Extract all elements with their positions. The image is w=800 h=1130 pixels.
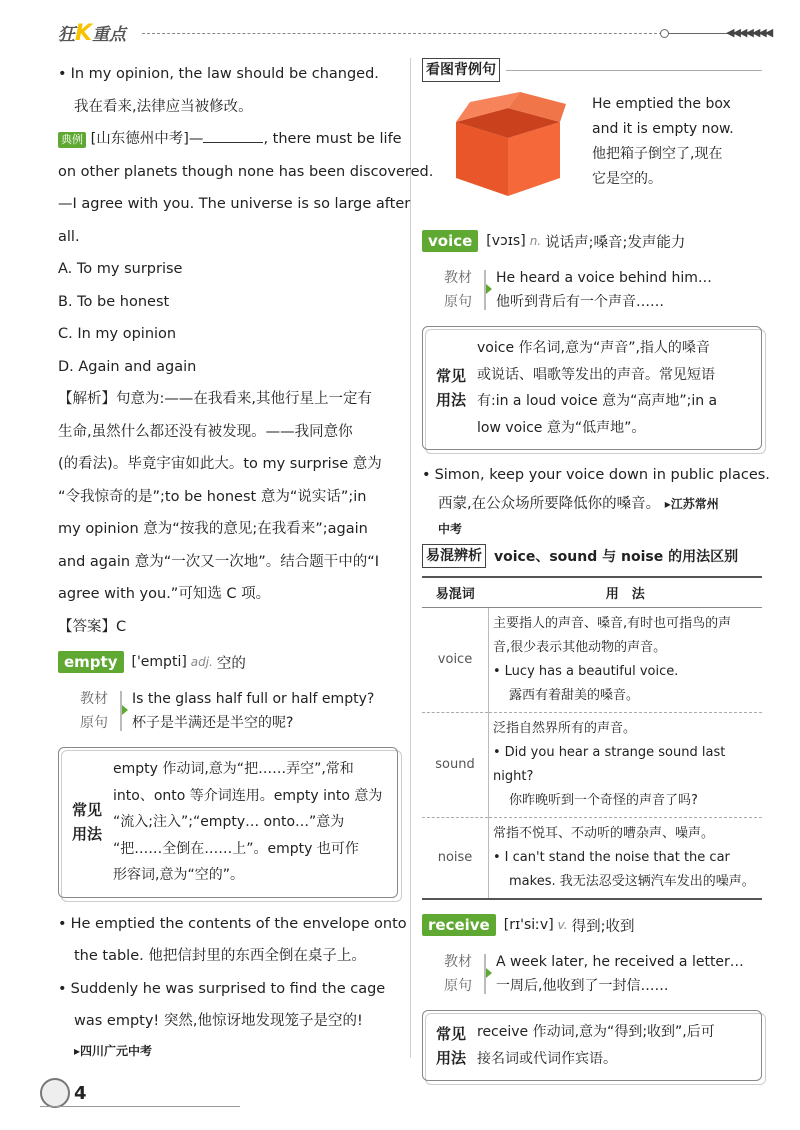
usage-text [107, 756, 391, 889]
column-header: 用 法 [489, 577, 763, 608]
usage-line: 有:in a loud voice 意为“高声地”;in a [477, 393, 718, 409]
usage-line: 音,很少表示其他动物的声音。 [493, 640, 667, 655]
typical-example-tag: 典例 [58, 132, 86, 148]
orig-en: He heard a voice behind him… [496, 270, 712, 286]
question-source: [山东德州中考]— [90, 131, 204, 147]
empty-example-b-1: • Suddenly he was surprised to find the cage [58, 973, 398, 1006]
analysis-line: 【解析】句意为:——在我看来,其他行星上一定有 [58, 391, 372, 407]
word-entry-receive [422, 910, 762, 940]
table-cell-word: sound [422, 713, 489, 818]
page-number-badge [40, 1078, 87, 1108]
analysis-line: and again 意为“一次又一次地”。结合题干中的“I [58, 553, 380, 570]
confuse-title: voice、sound 与 noise 的用法区别 [494, 549, 739, 565]
table-cell-usage [489, 608, 763, 713]
picture-label: 看图背例句 [422, 58, 500, 82]
section-rule [506, 70, 762, 71]
question-line-2: on other planets though none has been discovered. [58, 163, 434, 180]
usage-example-cn: makes. 我无法忍受这辆汽车发出的噪声。 [509, 874, 755, 889]
picture-example [592, 92, 762, 192]
usage-line: 常指不悦耳、不动听的嘈杂声、噪声。 [493, 826, 715, 841]
question-line-3: —I agree with you. The universe is so large after [58, 196, 411, 212]
example-sentence-cn: 我在看来,法律应当被修改。 [74, 98, 253, 115]
orig-label-2: 原句 [444, 978, 472, 994]
word-tag: empty [58, 651, 124, 673]
voice-example-cn [422, 490, 762, 518]
usage-box [422, 326, 762, 450]
usage-label-2: 用法 [71, 825, 102, 844]
series-logo [58, 20, 126, 46]
usage-line: into、onto 等介词连用。empty into 意为 [113, 787, 383, 804]
meaning: 说话声;嗓音;发声能力 [545, 234, 686, 251]
option-d: D. Again and again [58, 358, 197, 375]
usage-example: • I can't stand the noise that the car [493, 846, 758, 870]
word-entry-empty [58, 647, 398, 677]
empty-example-a-1: • He emptied the contents of the envelope onto [58, 908, 398, 941]
confuse-label: 易混辨析 [422, 544, 486, 568]
orig-label-2: 原句 [444, 294, 472, 310]
picture-section-head [422, 58, 762, 82]
part-of-speech: n. [529, 234, 542, 248]
usage-line: 泛指自然界所有的声音。 [493, 721, 637, 736]
column-header: 易混词 [422, 577, 489, 608]
analysis-line: 生命,虽然什么都还没有被发现。——我同意你 [58, 423, 353, 440]
table-cell-usage [489, 713, 763, 818]
orig-en: A week later, he received a letter… [496, 954, 744, 970]
voice-example-en: • Simon, keep your voice down in public places. [422, 460, 762, 490]
table-row [422, 713, 762, 818]
textbook-original [438, 266, 762, 314]
textbook-original [438, 950, 762, 998]
analysis-line: “令我惊奇的是”;to be honest 意为“说实话”;in [58, 488, 367, 505]
confuse-section-head [422, 544, 762, 568]
empty-example-b-2: was empty! 突然,他惊讶地发现笼子是空的! [74, 1013, 363, 1029]
word-tag: voice [422, 230, 478, 252]
example-source: ▸四川广元中考 [74, 1043, 153, 1058]
empty-box-illustration [448, 92, 568, 202]
empty-example-a-2: the table. 他把信封里的东西全倒在桌子上。 [74, 948, 366, 964]
option-b: B. To be honest [58, 293, 170, 310]
question-rest: , there must be life [263, 131, 402, 147]
table-header-row [422, 577, 762, 608]
table-row [422, 608, 762, 713]
right-lower-column [422, 222, 770, 1091]
orig-en: Is the glass half full or half empty? [132, 691, 375, 707]
voice-example-cn-text: 西蒙,在公众场所要降低你的嗓音。 [438, 496, 661, 512]
table-cell-usage [489, 818, 763, 900]
phonetic: [rɪ'siːv] [503, 917, 554, 933]
usage-box [422, 1010, 762, 1081]
question-line-4: all. [58, 228, 80, 245]
usage-line: voice 作名词,意为“声音”,指人的嗓音 [477, 340, 710, 356]
usage-example: • Did you hear a strange sound last night? [493, 741, 758, 789]
orig-label-1: 教材 [80, 691, 108, 707]
page-header [0, 0, 800, 52]
orig-cn: 杯子是半满还是半空的呢? [132, 715, 294, 731]
usage-line: 或说话、唱歌等发出的声音。常见短语 [477, 366, 715, 383]
question-line [58, 123, 402, 156]
table-cell-word: noise [422, 818, 489, 900]
header-dashed-rule [142, 33, 662, 34]
usage-label-1: 常见 [435, 367, 466, 385]
column-divider [410, 58, 411, 1058]
analysis-block [58, 383, 398, 611]
textbook-original [74, 687, 398, 735]
usage-line: low voice 意为“低声地”。 [477, 419, 646, 436]
picture-en-2: and it is empty now. [592, 121, 734, 137]
footer-rule [40, 1106, 240, 1107]
analysis-line: my opinion 意为“按我的意见;在我看来”;again [58, 521, 368, 537]
usage-example-cn: 露西有着甜美的嗓音。 [509, 688, 640, 703]
phonetic: [vɔɪs] [486, 233, 526, 249]
part-of-speech: adj. [190, 655, 213, 669]
usage-line: receive 作动词,意为“得到;收到”,后可 [477, 1024, 715, 1040]
phonetic: ['empti] [131, 654, 187, 670]
option-c: C. In my opinion [58, 326, 177, 342]
header-rule [668, 33, 728, 34]
picture-cn-2: 它是空的。 [592, 171, 662, 187]
example-sentence-en: • In my opinion, the law should be changed. [58, 58, 398, 91]
example-source-2: 中考 [438, 522, 463, 536]
comparison-table [422, 576, 762, 900]
orig-bar-icon [120, 691, 122, 731]
part-of-speech: v. [557, 918, 568, 932]
right-column [422, 58, 762, 92]
orig-label [74, 687, 114, 735]
picture-en-1: He emptied the box [592, 96, 731, 112]
option-a: A. To my surprise [58, 261, 183, 277]
orig-label-1: 教材 [444, 954, 472, 970]
orig-bar-icon [484, 954, 486, 994]
usage-label [67, 798, 107, 846]
orig-cn: 他听到背后有一个声音…… [496, 294, 664, 310]
meaning: 空的 [216, 655, 246, 672]
orig-bar-icon [484, 270, 486, 310]
orig-cn: 一周后,他收到了一封信…… [496, 978, 669, 994]
answer: 【答案】C [58, 618, 127, 635]
usage-line: empty 作动词,意为“把……弄空”,常和 [113, 761, 354, 777]
analysis-line: agree with you.”可知选 C 项。 [58, 586, 271, 602]
usage-label-2: 用法 [435, 1048, 466, 1067]
usage-label-1: 常见 [435, 1024, 466, 1043]
left-column [58, 58, 434, 1064]
analysis-line: (的看法)。毕竟宇宙如此大。to my surprise 意为 [58, 456, 382, 472]
answer-blank [203, 128, 263, 143]
word-entry-voice [422, 226, 762, 256]
usage-line: 接名词或代词作宾语。 [477, 1050, 617, 1067]
table-row [422, 818, 762, 900]
example-source: ▸江苏常州 [664, 497, 719, 511]
usage-example: • Lucy has a beautiful voice. [493, 660, 758, 684]
usage-label-1: 常见 [71, 801, 102, 820]
balloon-icon [40, 1078, 70, 1108]
logo-k: K [75, 21, 93, 46]
usage-example-cn: 你昨晚听到一个奇怪的声音了吗? [509, 793, 698, 808]
header-arrows-icon: ◀◀◀◀◀◀◀ [726, 26, 772, 39]
usage-line: “流入;注入”;“empty… onto…”意为 [113, 814, 345, 830]
page-number: 4 [74, 1082, 87, 1104]
orig-label-2: 原句 [80, 715, 108, 731]
usage-line: 形容词,意为“空的”。 [113, 867, 244, 883]
logo-suffix: 重点 [92, 25, 127, 45]
usage-line: “把……全倒在……上”。empty 也可作 [113, 840, 359, 857]
word-tag: receive [422, 914, 496, 936]
usage-line: 主要指人的声音、嗓音,有时也可指鸟的声 [493, 616, 732, 631]
logo-prefix: 狂 [58, 25, 75, 45]
meaning: 得到;收到 [571, 918, 635, 935]
usage-label-2: 用法 [435, 391, 466, 409]
picture-cn-1: 他把箱子倒空了,现在 [592, 146, 723, 162]
usage-box [58, 747, 398, 898]
table-cell-word: voice [422, 608, 489, 713]
orig-label-1: 教材 [444, 270, 472, 286]
